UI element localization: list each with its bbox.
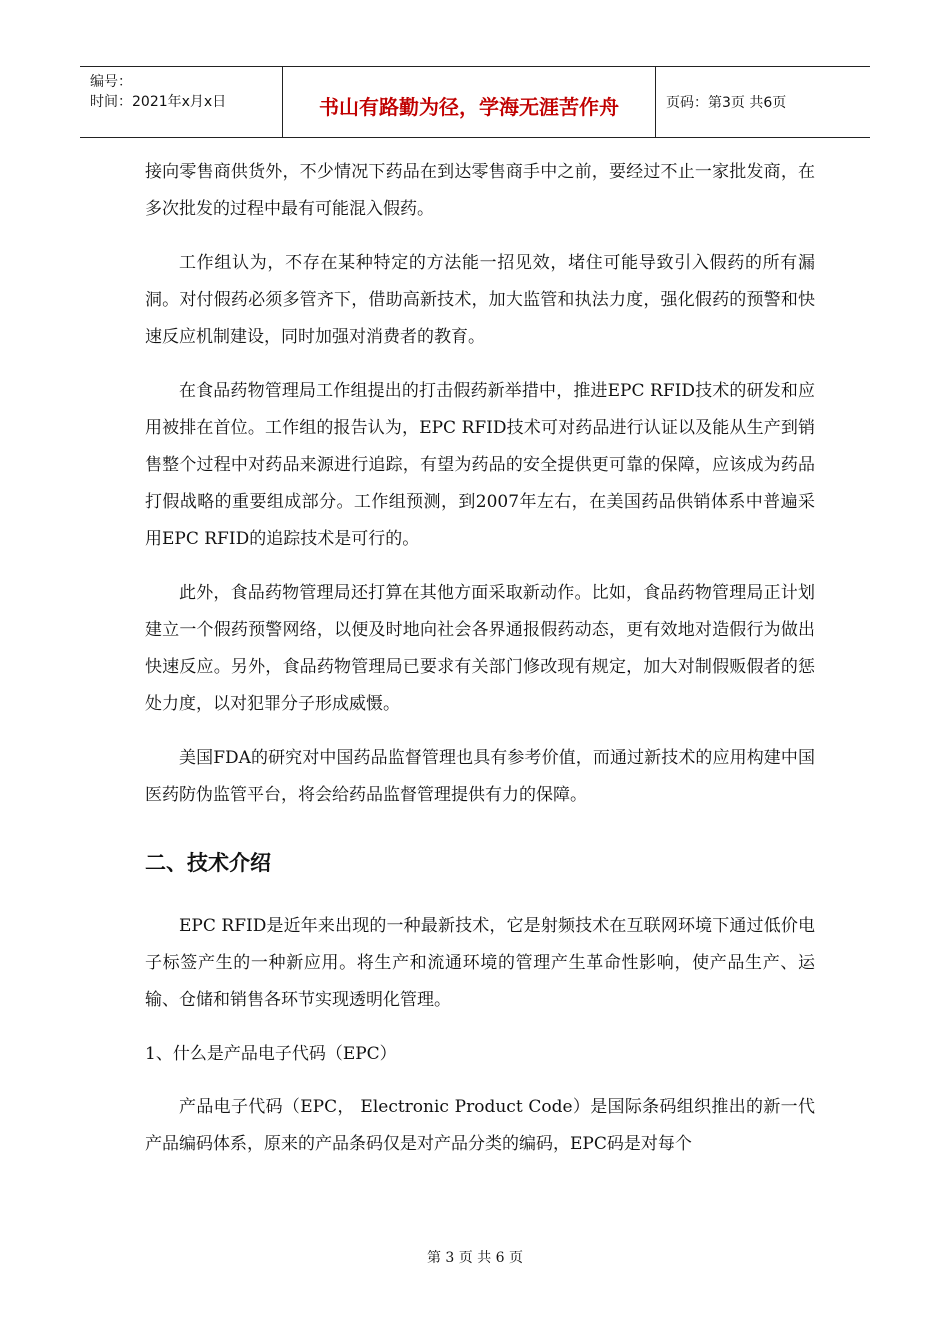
header-page-cell [656, 67, 870, 137]
header-motto-cell [283, 67, 656, 137]
page-footer: 第 3 页 共 6 页 [426, 1250, 524, 1266]
section-heading: 二、技术介绍 [145, 851, 271, 875]
paragraph: 工作组认为，不存在某种特定的方法能一招见效，堵住可能导致引入假药的所有漏洞。对付假药必须多管齐下，借助高新技术，加大监管和执法力度，强化假药的预警和快速反应机制建设，同时加强对消费者的教育。 [145, 253, 815, 347]
paragraph: 美国FDA的研究对中国药品监督管理也具有参考价值，而通过新技术的应用构建中国医药防伪监管平台，将会给药品监督管理提供有力的保障。 [145, 748, 815, 805]
section-paragraph: EPC RFID是近年来出现的一种最新技术，它是射频技术在互联网环境下通过低价电子标签产生的一种新应用。将生产和流通环境的管理产生革命性影响，使产品生产、运输、仓储和销售各环节实现透明化管理。 [145, 916, 815, 1010]
header-page-number: 页码：第3页 共6页 [666, 95, 787, 111]
paragraph: 此外，食品药物管理局还打算在其他方面采取新动作。比如，食品药物管理局正计划建立一个假药预警网络，以便及时地向社会各界通报假药动态，更有效地对造假行为做出快速反应。另外，食品药物管理局已要求有关部门修改现有规定，加大对制假贩假者的惩处力度，以对犯罪分子形成威慑。 [145, 583, 815, 714]
header-motto: 书山有路勤为径，学海无涯苦作舟 [319, 95, 619, 119]
paragraph-continued: 接向零售商供货外，不少情况下药品在到达零售商手中之前，要经过不止一家批发商，在多次批发的过程中最有可能混入假药。 [145, 162, 815, 219]
paragraph: 在食品药物管理局工作组提出的打击假药新举措中，推进EPC RFID技术的研发和应用被排在首位。工作组的报告认为，EPC RFID技术可对药品进行认证以及能从生产到销售整个过程中对药品来源进行追踪，有望为药品的安全提供更可靠的保障，应该成为药品打假战略的重要组成部分。工作组预测，到2007年左右，在美国药品供销体系中普遍采用EPC RFID的追踪技术是可行的。 [145, 381, 815, 549]
page-header [80, 66, 870, 138]
header-info-cell [80, 67, 283, 137]
document-body [145, 154, 815, 1180]
subsection-heading: 1、什么是产品电子代码（EPC） [145, 1044, 397, 1064]
document-time-label: 时间：2021年x月x日 [90, 94, 227, 110]
document-number-label: 编号： [90, 74, 132, 90]
subsection-paragraph: 产品电子代码（EPC， Electronic Product Code）是国际条码组织推出的新一代产品编码体系，原来的产品条码仅是对产品分类的编码，EPC码是对每个 [145, 1097, 815, 1154]
